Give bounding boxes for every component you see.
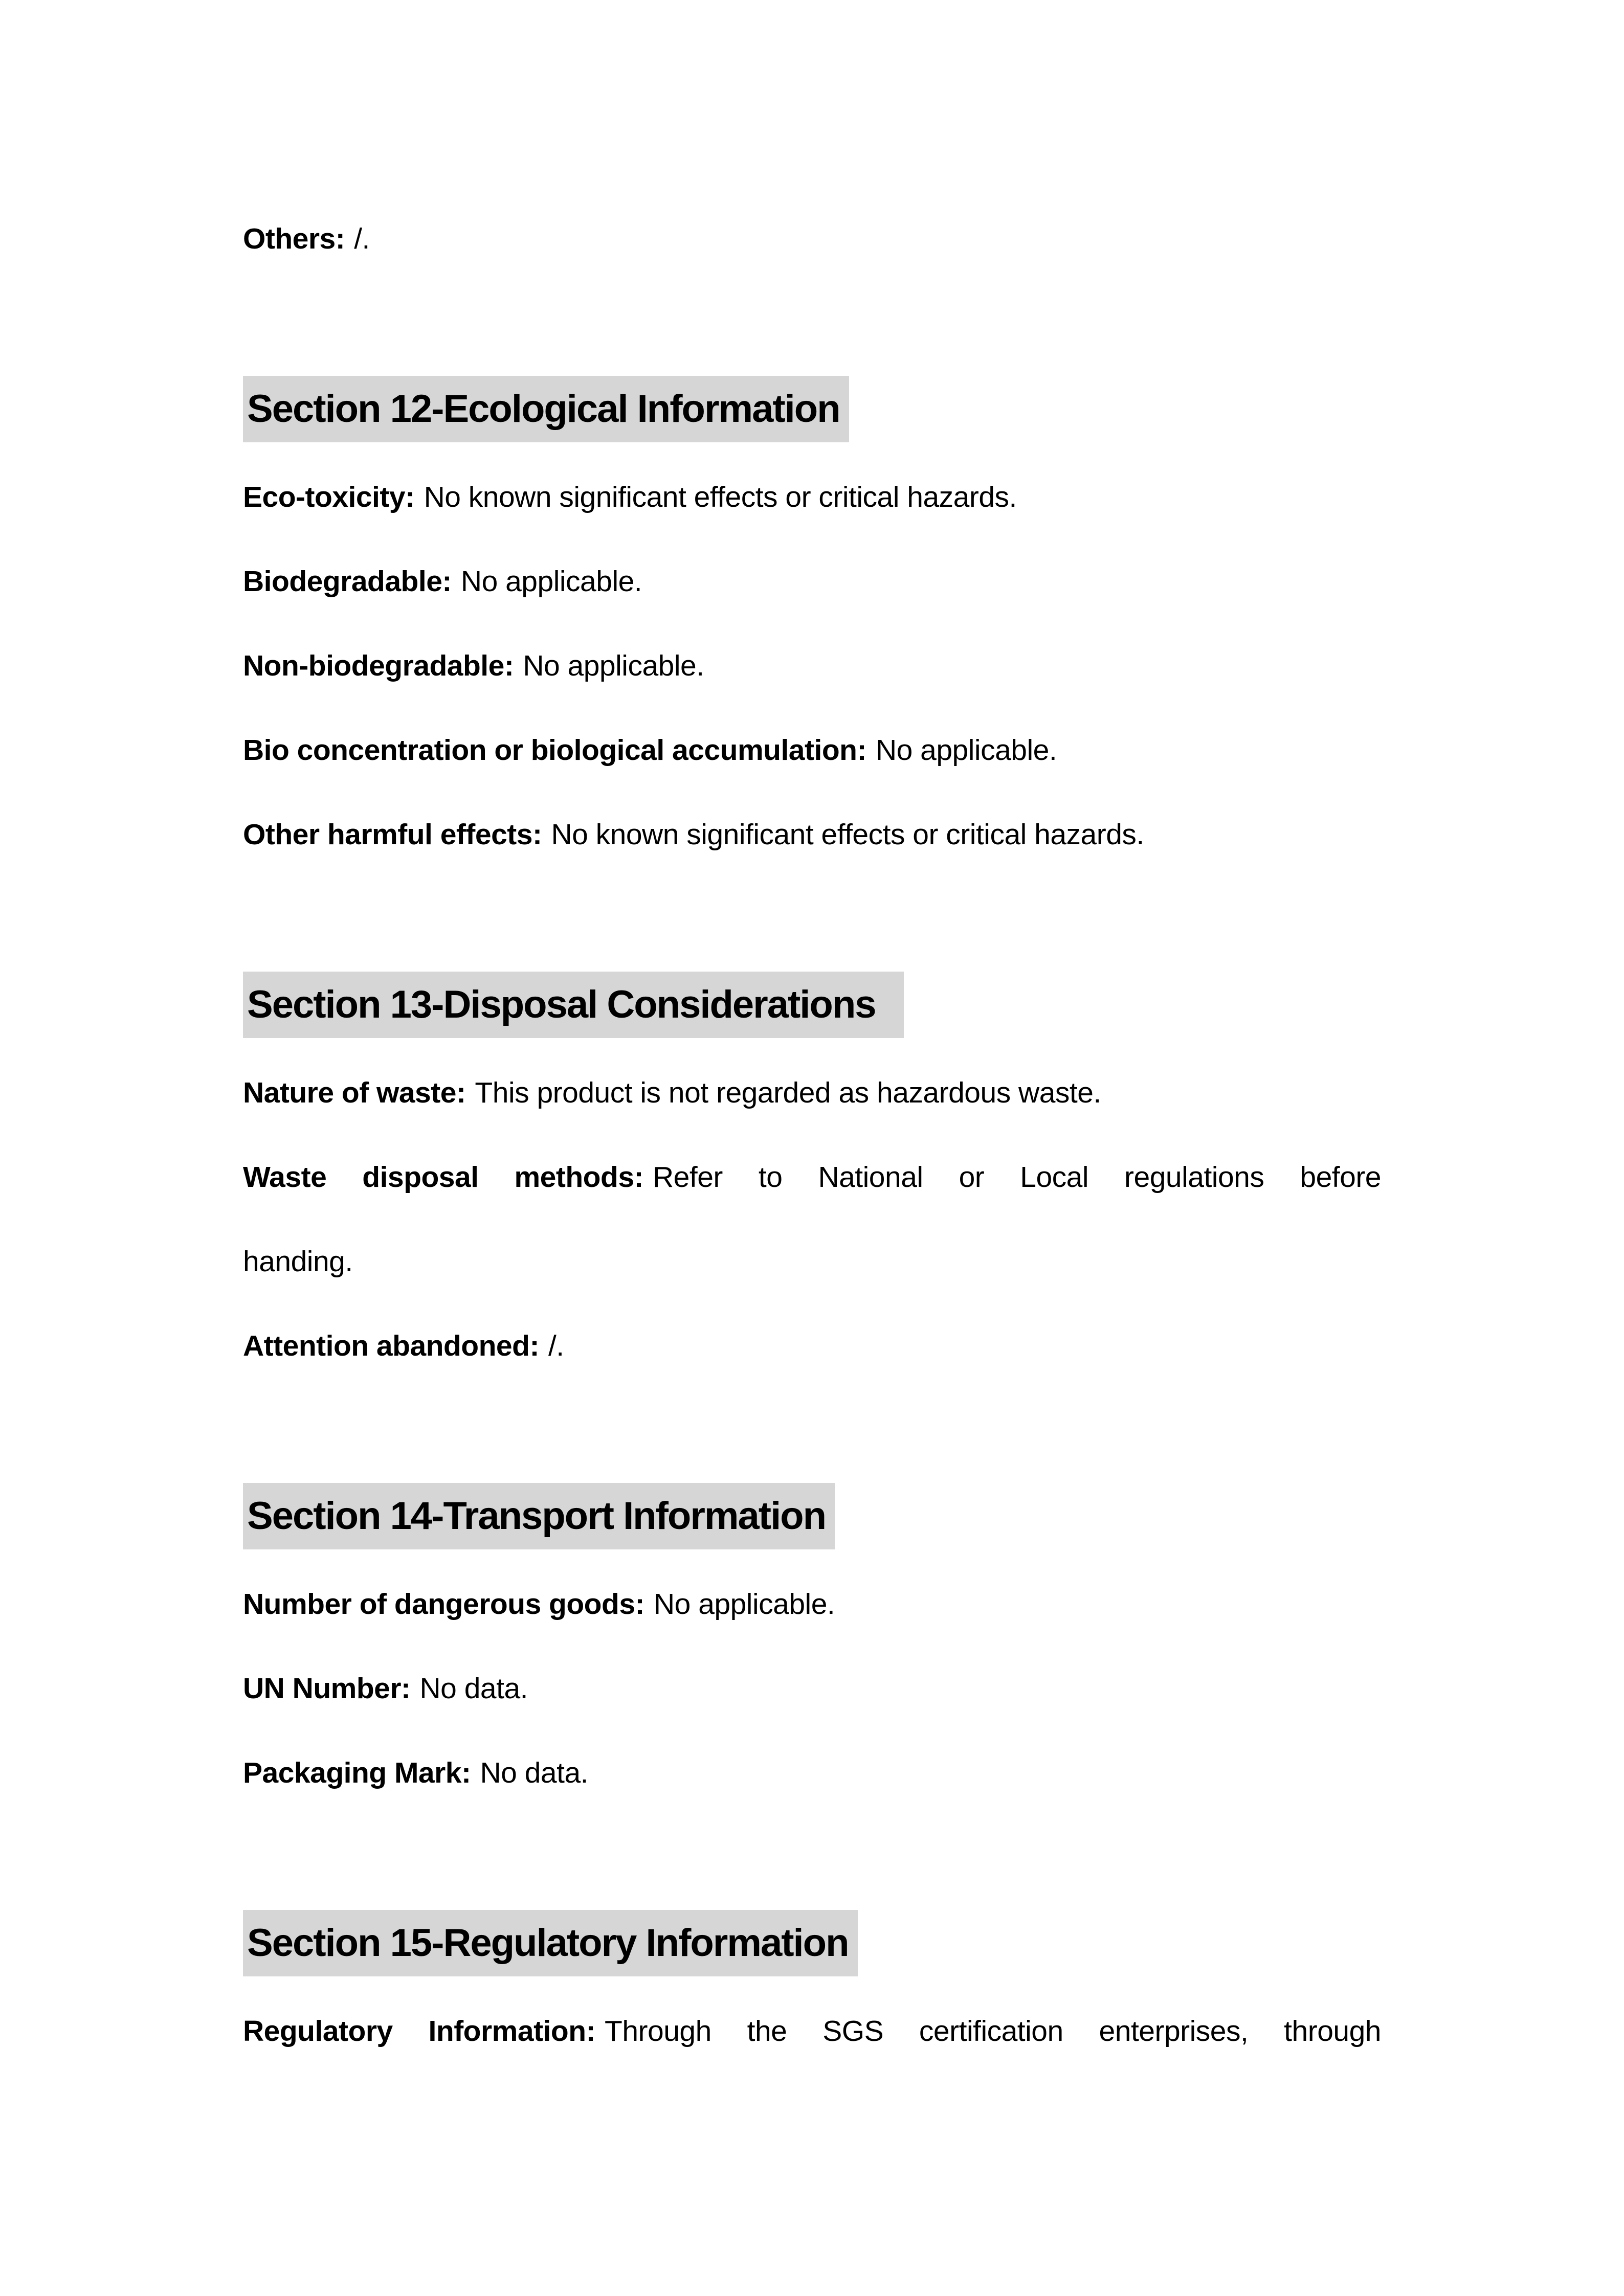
field-biodegradable — [243, 539, 1381, 624]
field-others-value: /. — [354, 222, 370, 255]
field-number-of-dangerous-goods-value: No applicable. — [654, 1588, 835, 1620]
field-regulatory-information-label: Regulatory Information: — [243, 2015, 596, 2047]
field-attention-abandoned-value: /. — [548, 1330, 564, 1362]
field-biodegradable-label: Biodegradable: — [243, 565, 452, 598]
field-non-biodegradable-value: No applicable. — [523, 649, 704, 682]
section-15-fields — [243, 1989, 1381, 2074]
field-others-label: Others: — [243, 222, 345, 255]
field-eco-toxicity — [243, 455, 1381, 539]
field-waste-disposal-methods-continuation-text: handing. — [243, 1245, 353, 1278]
field-un-number-value: No data. — [419, 1672, 528, 1705]
section-14-fields — [243, 1562, 1381, 1815]
field-waste-disposal-methods-continuation — [243, 1220, 1381, 1304]
field-non-biodegradable-label: Non-biodegradable: — [243, 649, 514, 682]
field-bio-concentration-value: No applicable. — [875, 734, 1057, 767]
field-bio-concentration-label: Bio concentration or biological accumulation: — [243, 734, 866, 767]
section-14-heading — [243, 1483, 1381, 1549]
field-regulatory-information — [243, 1989, 1381, 2074]
section-15-heading — [243, 1910, 1381, 1976]
field-bio-concentration — [243, 708, 1381, 793]
section-13-fields — [243, 1051, 1381, 1388]
field-number-of-dangerous-goods-label: Number of dangerous goods: — [243, 1588, 644, 1620]
section-12-fields — [243, 455, 1381, 877]
field-nature-of-waste-label: Nature of waste: — [243, 1076, 466, 1109]
field-un-number — [243, 1647, 1381, 1731]
field-packaging-mark-label: Packaging Mark: — [243, 1757, 471, 1789]
field-number-of-dangerous-goods — [243, 1562, 1381, 1647]
field-other-harmful-effects-label: Other harmful effects: — [243, 818, 542, 851]
field-eco-toxicity-label: Eco-toxicity: — [243, 481, 415, 513]
section-12-heading-text: Section 12-Ecological Information — [243, 376, 849, 442]
field-nature-of-waste-value: This product is not regarded as hazardous waste. — [475, 1076, 1101, 1109]
field-others — [243, 197, 1381, 281]
field-other-harmful-effects-value: No known significant effects or critical hazards. — [551, 818, 1144, 851]
section-14-heading-text: Section 14-Transport Information — [243, 1483, 835, 1549]
field-un-number-label: UN Number: — [243, 1672, 411, 1705]
field-attention-abandoned — [243, 1304, 1381, 1388]
section-15-heading-text: Section 15-Regulatory Information — [243, 1910, 858, 1976]
field-packaging-mark — [243, 1731, 1381, 1815]
field-non-biodegradable — [243, 624, 1381, 708]
field-biodegradable-value: No applicable. — [460, 565, 642, 598]
field-other-harmful-effects — [243, 793, 1381, 877]
field-regulatory-information-value: Through the SGS certification enterprises, through — [605, 2015, 1381, 2047]
field-waste-disposal-methods — [243, 1135, 1381, 1220]
section-12-heading — [243, 376, 1381, 442]
section-13-heading — [243, 972, 1381, 1038]
field-waste-disposal-methods-label: Waste disposal methods: — [243, 1161, 644, 1194]
field-packaging-mark-value: No data. — [480, 1757, 588, 1789]
section-13-heading-text: Section 13-Disposal Considerations — [243, 972, 904, 1038]
field-attention-abandoned-label: Attention abandoned: — [243, 1330, 539, 1362]
field-waste-disposal-methods-value: Refer to National or Local regulations before — [653, 1161, 1381, 1194]
field-nature-of-waste — [243, 1051, 1381, 1135]
field-eco-toxicity-value: No known significant effects or critical hazards. — [424, 481, 1017, 513]
